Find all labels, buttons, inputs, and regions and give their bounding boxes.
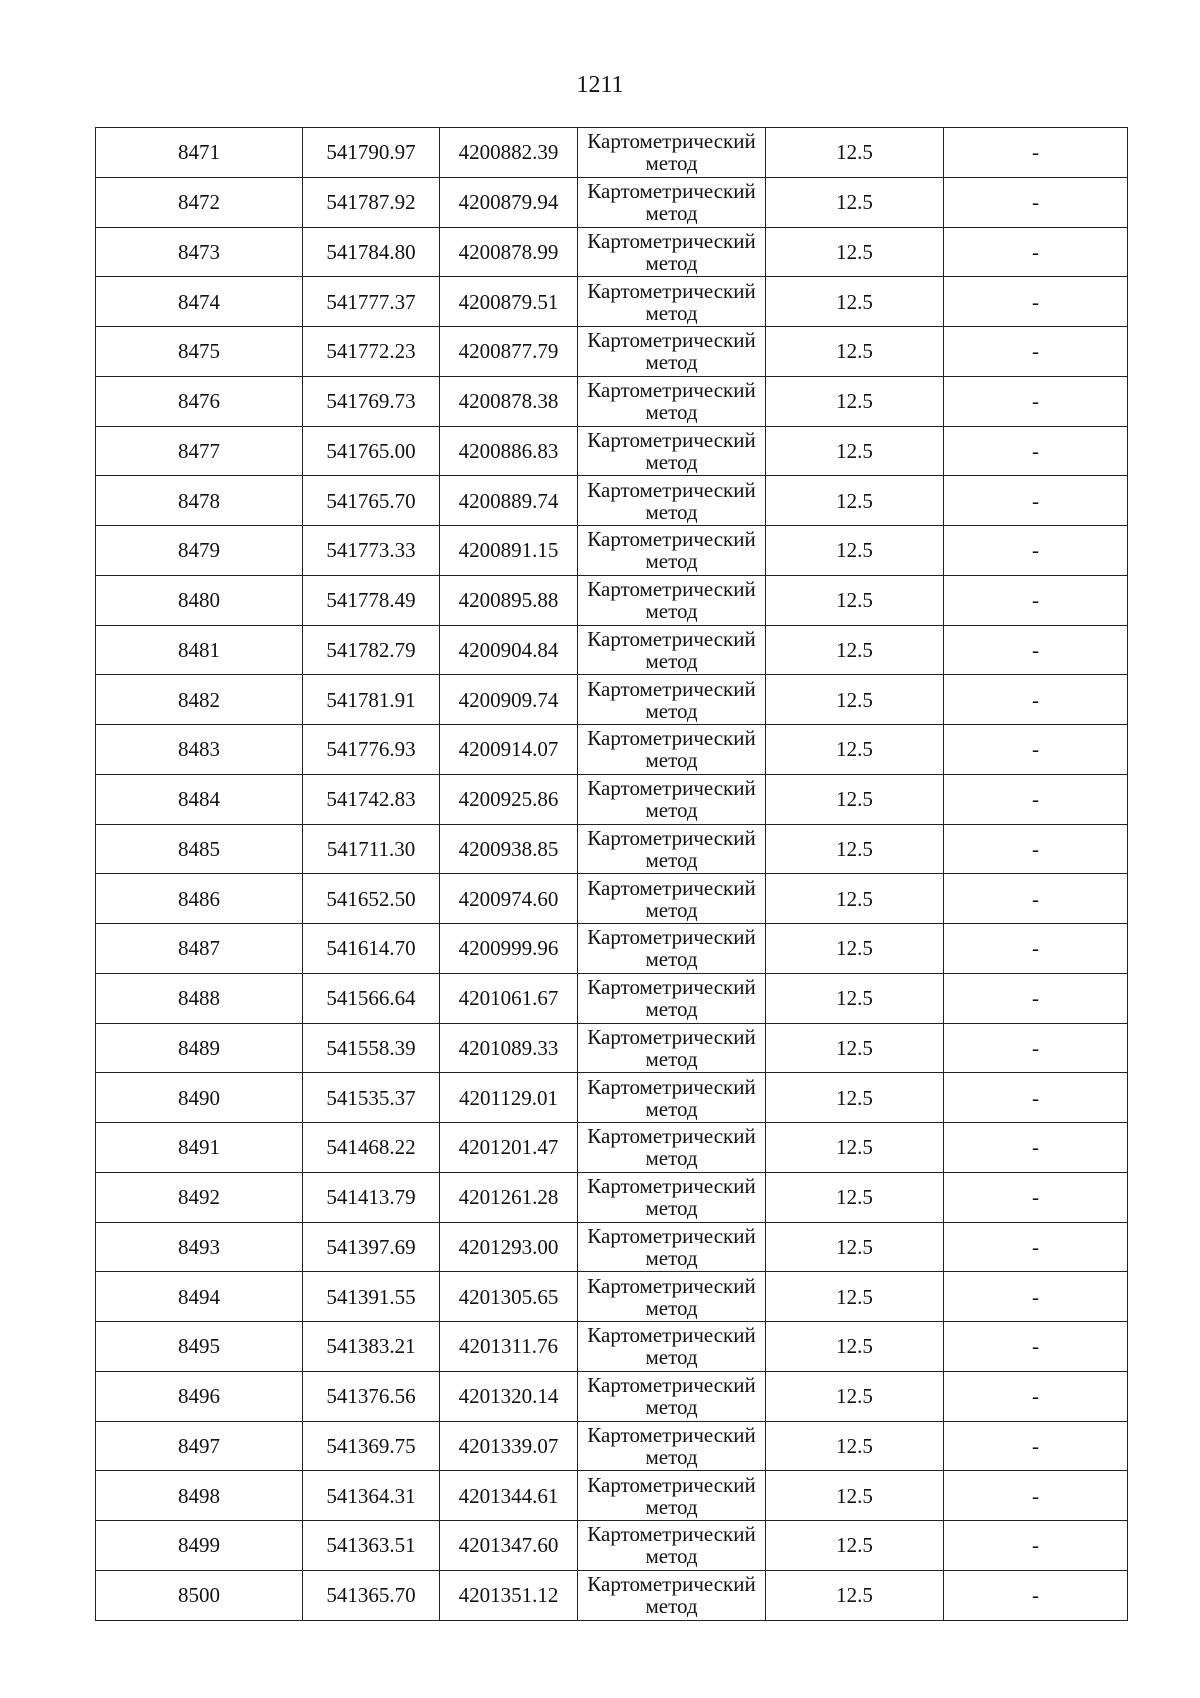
x-coordinate-cell: 541711.30 (303, 824, 440, 874)
y-coordinate-cell: 4200914.07 (440, 725, 578, 775)
point-number-cell: 8494 (96, 1272, 303, 1322)
precision-cell: 12.5 (766, 1570, 944, 1620)
method-text: Картометрический метод (587, 1174, 756, 1221)
method-cell (578, 526, 766, 576)
method-text: Картометрический метод (587, 676, 756, 723)
note-cell: - (944, 924, 1128, 974)
point-number-cell: 8493 (96, 1222, 303, 1272)
y-coordinate-cell: 4201344.61 (440, 1471, 578, 1521)
note-cell: - (944, 177, 1128, 227)
method-cell (578, 1272, 766, 1322)
precision-cell: 12.5 (766, 376, 944, 426)
note-cell: - (944, 824, 1128, 874)
method-cell (578, 1322, 766, 1372)
precision-cell: 12.5 (766, 1272, 944, 1322)
note-cell: - (944, 128, 1128, 178)
note-cell: - (944, 575, 1128, 625)
y-coordinate-cell: 4201089.33 (440, 1023, 578, 1073)
note-cell: - (944, 1322, 1128, 1372)
table-row (96, 575, 1128, 625)
note-cell: - (944, 1371, 1128, 1421)
point-number-cell: 8499 (96, 1521, 303, 1571)
note-cell: - (944, 476, 1128, 526)
point-number-cell: 8489 (96, 1023, 303, 1073)
page-number: 1211 (576, 72, 624, 98)
method-cell (578, 774, 766, 824)
x-coordinate-cell: 541413.79 (303, 1172, 440, 1222)
x-coordinate-cell: 541376.56 (303, 1371, 440, 1421)
table-row (96, 177, 1128, 227)
precision-cell: 12.5 (766, 1322, 944, 1372)
method-cell (578, 725, 766, 775)
method-cell (578, 177, 766, 227)
point-number-cell: 8486 (96, 874, 303, 924)
precision-cell: 12.5 (766, 476, 944, 526)
precision-cell: 12.5 (766, 526, 944, 576)
x-coordinate-cell: 541782.79 (303, 625, 440, 675)
method-text: Картометрический метод (587, 975, 756, 1022)
method-cell (578, 874, 766, 924)
method-text: Картометрический метод (587, 1024, 756, 1071)
x-coordinate-cell: 541652.50 (303, 874, 440, 924)
y-coordinate-cell: 4201339.07 (440, 1421, 578, 1471)
point-number-cell: 8490 (96, 1073, 303, 1123)
y-coordinate-cell: 4200878.38 (440, 376, 578, 426)
precision-cell: 12.5 (766, 1172, 944, 1222)
method-cell (578, 1521, 766, 1571)
method-text: Картометрический метод (587, 1522, 756, 1569)
point-number-cell: 8500 (96, 1570, 303, 1620)
precision-cell: 12.5 (766, 426, 944, 476)
note-cell: - (944, 1023, 1128, 1073)
x-coordinate-cell: 541558.39 (303, 1023, 440, 1073)
table-row (96, 327, 1128, 377)
point-number-cell: 8487 (96, 924, 303, 974)
table-row (96, 675, 1128, 725)
note-cell: - (944, 227, 1128, 277)
precision-cell: 12.5 (766, 1222, 944, 1272)
method-cell (578, 824, 766, 874)
x-coordinate-cell: 541397.69 (303, 1222, 440, 1272)
method-text: Картометрический метод (587, 179, 756, 226)
method-text: Картометрический метод (587, 875, 756, 922)
x-coordinate-cell: 541769.73 (303, 376, 440, 426)
table-row (96, 1421, 1128, 1471)
point-number-cell: 8482 (96, 675, 303, 725)
table-row (96, 924, 1128, 974)
method-cell (578, 973, 766, 1023)
x-coordinate-cell: 541566.64 (303, 973, 440, 1023)
note-cell: - (944, 1073, 1128, 1123)
note-cell: - (944, 1272, 1128, 1322)
note-cell: - (944, 1570, 1128, 1620)
table-row (96, 1023, 1128, 1073)
y-coordinate-cell: 4200999.96 (440, 924, 578, 974)
point-number-cell: 8473 (96, 227, 303, 277)
note-cell: - (944, 1421, 1128, 1471)
point-number-cell: 8480 (96, 575, 303, 625)
method-text: Картометрический метод (587, 1074, 756, 1121)
method-text: Картометрический метод (587, 427, 756, 474)
note-cell: - (944, 1172, 1128, 1222)
table-row (96, 1073, 1128, 1123)
x-coordinate-cell: 541614.70 (303, 924, 440, 974)
x-coordinate-cell: 541776.93 (303, 725, 440, 775)
precision-cell: 12.5 (766, 725, 944, 775)
y-coordinate-cell: 4200909.74 (440, 675, 578, 725)
note-cell: - (944, 1123, 1128, 1173)
method-text: Картометрический метод (587, 1422, 756, 1469)
table-row (96, 774, 1128, 824)
x-coordinate-cell: 541781.91 (303, 675, 440, 725)
point-number-cell: 8488 (96, 973, 303, 1023)
y-coordinate-cell: 4200886.83 (440, 426, 578, 476)
point-number-cell: 8481 (96, 625, 303, 675)
point-number-cell: 8471 (96, 128, 303, 178)
method-cell (578, 277, 766, 327)
precision-cell: 12.5 (766, 675, 944, 725)
precision-cell: 12.5 (766, 824, 944, 874)
x-coordinate-cell: 541773.33 (303, 526, 440, 576)
precision-cell: 12.5 (766, 625, 944, 675)
table-row (96, 1172, 1128, 1222)
method-cell (578, 128, 766, 178)
x-coordinate-cell: 541778.49 (303, 575, 440, 625)
method-cell (578, 426, 766, 476)
method-cell (578, 1023, 766, 1073)
table-row (96, 625, 1128, 675)
point-number-cell: 8483 (96, 725, 303, 775)
method-cell (578, 1222, 766, 1272)
table-row (96, 376, 1128, 426)
method-text: Картометрический метод (587, 1124, 756, 1171)
note-cell: - (944, 526, 1128, 576)
method-text: Картометрический метод (587, 776, 756, 823)
method-text: Картометрический метод (587, 1223, 756, 1270)
method-text: Картометрический метод (587, 1472, 756, 1519)
method-cell (578, 376, 766, 426)
precision-cell: 12.5 (766, 924, 944, 974)
x-coordinate-cell: 541742.83 (303, 774, 440, 824)
method-text: Картометрический метод (587, 328, 756, 375)
method-cell (578, 924, 766, 974)
method-text: Картометрический метод (587, 129, 756, 176)
precision-cell: 12.5 (766, 1371, 944, 1421)
point-number-cell: 8495 (96, 1322, 303, 1372)
table-row (96, 526, 1128, 576)
method-cell (578, 227, 766, 277)
x-coordinate-cell: 541535.37 (303, 1073, 440, 1123)
y-coordinate-cell: 4200878.99 (440, 227, 578, 277)
y-coordinate-cell: 4200974.60 (440, 874, 578, 924)
table-row (96, 1471, 1128, 1521)
precision-cell: 12.5 (766, 575, 944, 625)
precision-cell: 12.5 (766, 1421, 944, 1471)
table-row (96, 227, 1128, 277)
x-coordinate-cell: 541787.92 (303, 177, 440, 227)
method-cell (578, 1172, 766, 1222)
precision-cell: 12.5 (766, 1471, 944, 1521)
precision-cell: 12.5 (766, 227, 944, 277)
x-coordinate-cell: 541790.97 (303, 128, 440, 178)
x-coordinate-cell: 541383.21 (303, 1322, 440, 1372)
y-coordinate-cell: 4200925.86 (440, 774, 578, 824)
point-number-cell: 8479 (96, 526, 303, 576)
table-row (96, 1570, 1128, 1620)
method-cell (578, 327, 766, 377)
note-cell: - (944, 774, 1128, 824)
point-number-cell: 8477 (96, 426, 303, 476)
table-row (96, 1222, 1128, 1272)
method-cell (578, 1073, 766, 1123)
y-coordinate-cell: 4201201.47 (440, 1123, 578, 1173)
table-row (96, 476, 1128, 526)
point-number-cell: 8472 (96, 177, 303, 227)
point-number-cell: 8498 (96, 1471, 303, 1521)
point-number-cell: 8492 (96, 1172, 303, 1222)
method-text: Картометрический метод (587, 278, 756, 325)
table-row (96, 1371, 1128, 1421)
y-coordinate-cell: 4201351.12 (440, 1570, 578, 1620)
y-coordinate-cell: 4200891.15 (440, 526, 578, 576)
method-text: Картометрический метод (587, 477, 756, 524)
y-coordinate-cell: 4201129.01 (440, 1073, 578, 1123)
method-text: Картометрический метод (587, 1323, 756, 1370)
method-text: Картометрический метод (587, 925, 756, 972)
precision-cell: 12.5 (766, 1123, 944, 1173)
method-text: Картометрический метод (587, 726, 756, 773)
y-coordinate-cell: 4201061.67 (440, 973, 578, 1023)
note-cell: - (944, 1471, 1128, 1521)
table-row (96, 1322, 1128, 1372)
table-row (96, 426, 1128, 476)
point-number-cell: 8485 (96, 824, 303, 874)
y-coordinate-cell: 4201293.00 (440, 1222, 578, 1272)
x-coordinate-cell: 541765.00 (303, 426, 440, 476)
note-cell: - (944, 1521, 1128, 1571)
method-text: Картометрический метод (587, 527, 756, 574)
note-cell: - (944, 426, 1128, 476)
point-number-cell: 8491 (96, 1123, 303, 1173)
method-cell (578, 625, 766, 675)
point-number-cell: 8475 (96, 327, 303, 377)
method-cell (578, 1471, 766, 1521)
method-text: Картометрический метод (587, 626, 756, 673)
x-coordinate-cell: 541391.55 (303, 1272, 440, 1322)
y-coordinate-cell: 4200895.88 (440, 575, 578, 625)
y-coordinate-cell: 4201261.28 (440, 1172, 578, 1222)
y-coordinate-cell: 4200882.39 (440, 128, 578, 178)
x-coordinate-cell: 541365.70 (303, 1570, 440, 1620)
precision-cell: 12.5 (766, 973, 944, 1023)
coordinates-table (95, 127, 1128, 1621)
table-body (96, 128, 1128, 1621)
method-text: Картометрический метод (587, 1572, 756, 1619)
note-cell: - (944, 1222, 1128, 1272)
x-coordinate-cell: 541363.51 (303, 1521, 440, 1571)
method-cell (578, 1570, 766, 1620)
x-coordinate-cell: 541765.70 (303, 476, 440, 526)
note-cell: - (944, 376, 1128, 426)
note-cell: - (944, 277, 1128, 327)
x-coordinate-cell: 541364.31 (303, 1471, 440, 1521)
method-text: Картометрический метод (587, 825, 756, 872)
note-cell: - (944, 625, 1128, 675)
point-number-cell: 8476 (96, 376, 303, 426)
method-cell (578, 1123, 766, 1173)
y-coordinate-cell: 4200879.94 (440, 177, 578, 227)
note-cell: - (944, 725, 1128, 775)
y-coordinate-cell: 4200879.51 (440, 277, 578, 327)
point-number-cell: 8478 (96, 476, 303, 526)
table-row (96, 874, 1128, 924)
method-text: Картометрический метод (587, 1273, 756, 1320)
y-coordinate-cell: 4200877.79 (440, 327, 578, 377)
table-row (96, 1272, 1128, 1322)
precision-cell: 12.5 (766, 327, 944, 377)
table-row (96, 973, 1128, 1023)
method-text: Картометрический метод (587, 577, 756, 624)
method-cell (578, 575, 766, 625)
table-row (96, 824, 1128, 874)
precision-cell: 12.5 (766, 1521, 944, 1571)
method-cell (578, 675, 766, 725)
method-text: Картометрический метод (587, 228, 756, 275)
method-text: Картометрический метод (587, 378, 756, 425)
precision-cell: 12.5 (766, 177, 944, 227)
table-row (96, 1521, 1128, 1571)
y-coordinate-cell: 4201311.76 (440, 1322, 578, 1372)
point-number-cell: 8497 (96, 1421, 303, 1471)
y-coordinate-cell: 4200889.74 (440, 476, 578, 526)
x-coordinate-cell: 541777.37 (303, 277, 440, 327)
x-coordinate-cell: 541772.23 (303, 327, 440, 377)
y-coordinate-cell: 4201305.65 (440, 1272, 578, 1322)
method-cell (578, 1421, 766, 1471)
x-coordinate-cell: 541784.80 (303, 227, 440, 277)
precision-cell: 12.5 (766, 128, 944, 178)
precision-cell: 12.5 (766, 874, 944, 924)
y-coordinate-cell: 4200938.85 (440, 824, 578, 874)
table-row (96, 1123, 1128, 1173)
note-cell: - (944, 675, 1128, 725)
point-number-cell: 8496 (96, 1371, 303, 1421)
method-cell (578, 476, 766, 526)
precision-cell: 12.5 (766, 1023, 944, 1073)
note-cell: - (944, 874, 1128, 924)
precision-cell: 12.5 (766, 774, 944, 824)
y-coordinate-cell: 4200904.84 (440, 625, 578, 675)
table-row (96, 128, 1128, 178)
table-row (96, 725, 1128, 775)
precision-cell: 12.5 (766, 277, 944, 327)
table-row (96, 277, 1128, 327)
x-coordinate-cell: 541468.22 (303, 1123, 440, 1173)
note-cell: - (944, 973, 1128, 1023)
note-cell: - (944, 327, 1128, 377)
point-number-cell: 8484 (96, 774, 303, 824)
x-coordinate-cell: 541369.75 (303, 1421, 440, 1471)
method-cell (578, 1371, 766, 1421)
method-text: Картометрический метод (587, 1373, 756, 1420)
precision-cell: 12.5 (766, 1073, 944, 1123)
point-number-cell: 8474 (96, 277, 303, 327)
y-coordinate-cell: 4201347.60 (440, 1521, 578, 1571)
y-coordinate-cell: 4201320.14 (440, 1371, 578, 1421)
